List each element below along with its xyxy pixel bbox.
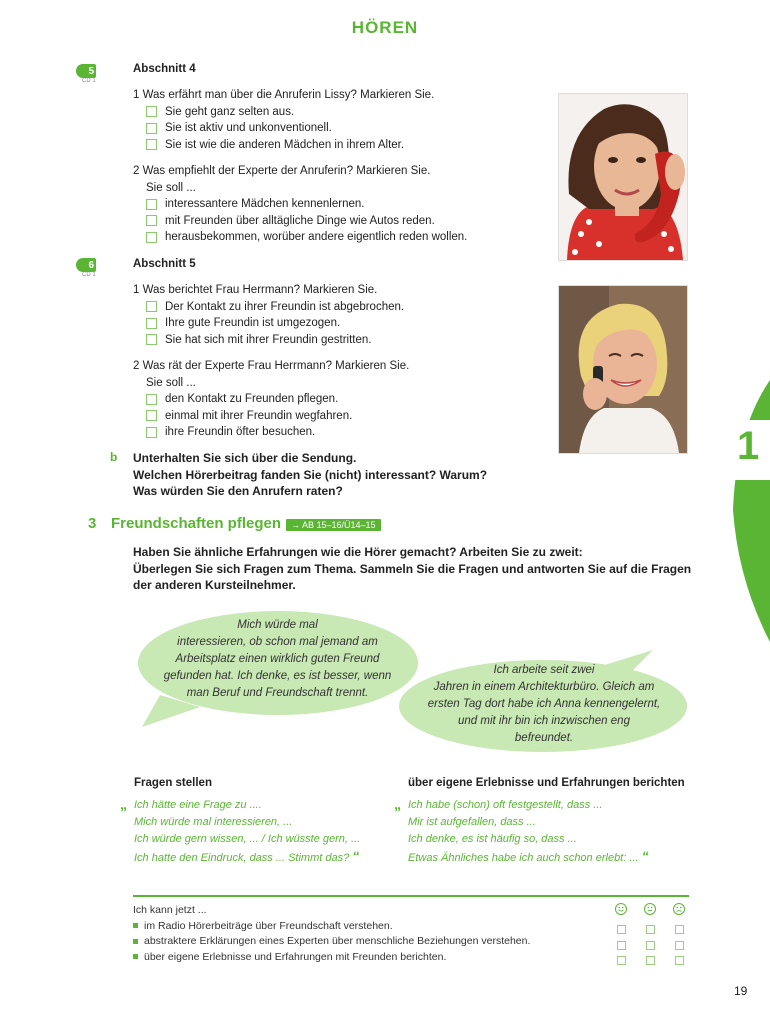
rating-checkbox[interactable] [675,925,684,934]
bullet-icon [133,939,138,944]
task-b-line: Was würden Sie den Anrufern raten? [133,484,343,498]
selfcheck-item: über eigene Erlebnisse und Erfahrungen mit Freunden berichten. [144,950,447,963]
question-text: 1 Was berichtet Frau Herrmann? Markieren Sie. [133,284,378,296]
photo-young-woman-phone [558,93,688,261]
phrase-list-left [120,797,390,867]
bullet-icon [133,954,138,959]
bubble-line: ersten Tag dort habe ich Anna kennengelernt, [427,698,661,710]
task-letter-b: b [110,450,118,464]
selfcheck-list [133,903,603,965]
option-row[interactable]: interessantere Mädchen kennenlernen. [146,196,533,213]
option-row[interactable]: ihre Freundin öfter besuchen. [146,424,533,441]
phrase-list-right [394,797,694,867]
checkbox[interactable] [146,232,157,243]
rating-checkbox[interactable] [617,956,626,965]
rating-checkbox[interactable] [646,941,655,950]
open-quote-icon: „ [120,796,127,812]
open-quote-icon: „ [394,796,401,812]
option-row[interactable]: Sie hat sich mit ihrer Freundin gestritten. [146,332,533,349]
checkbox[interactable] [146,301,157,312]
phrase-item: Ich denke, es ist häufig so, dass ... [408,833,577,845]
chapter-side-tab [728,380,770,642]
rating-checkbox[interactable] [646,925,655,934]
checkbox[interactable] [146,427,157,438]
selfcheck-intro: Ich kann jetzt ... [133,904,207,916]
checkbox[interactable] [146,199,157,210]
rating-checkbox[interactable] [646,956,655,965]
question-text: 1 Was erfährt man über die Anruferin Lissy? Markieren Sie. [133,89,435,101]
page-title: HÖREN [351,18,419,37]
rating-checkbox-grid [617,922,684,969]
question-lead: Sie soll ... [146,181,196,194]
section-heading-abschnitt4: Abschnitt 4 [133,63,196,75]
question-block-a4-q2 [133,163,533,246]
question-text: 2 Was empfiehlt der Experte der Anruferin? Markieren Sie. [133,165,431,177]
cd-label: CD 1 [82,272,96,278]
question-block-a5-q2 [133,358,533,441]
checkbox[interactable] [146,106,157,117]
rating-checkbox[interactable] [675,956,684,965]
selfcheck-item: abstraktere Erklärungen eines Experten über menschliche Beziehungen verstehen. [144,935,531,947]
selfcheck-divider [133,895,689,897]
option-row[interactable]: herausbekommen, worüber andere eigentlich reden wollen. [146,229,533,246]
bubble-line: Ich arbeite seit zwei [493,664,595,676]
checkbox[interactable] [146,123,157,134]
section-heading-abschnitt5: Abschnitt 5 [133,258,196,270]
phrase-item: Ich würde gern wissen, ... / Ich wüsste gern, ... [134,833,361,845]
option-row[interactable]: Ihre gute Freundin ist umgezogen. [146,315,533,332]
bubble-line: gefunden hat. Ich denke, es ist besser, wenn [163,670,392,682]
workbook-reference[interactable]: → AB 15–16/Ü14–15 [286,519,381,531]
cd-icon-track6 [76,258,96,278]
section-heading-freundschaften: Freundschaften pflegen [111,515,282,532]
checkbox[interactable] [146,334,157,345]
section3-instructions [133,544,693,594]
photo-young-woman-illustration [559,94,687,260]
bubble-line: interessieren, ob schon mal jemand am [177,636,378,648]
instruction-line: der anderen Kursteilnehmer. [133,578,296,592]
rating-checkbox[interactable] [617,925,626,934]
option-row[interactable]: den Kontakt zu Freunden pflegen. [146,391,533,408]
bubble-line: befreundet. [514,732,574,744]
instruction-line: Haben Sie ähnliche Erfahrungen wie die Hörer gemacht? Arbeiten Sie zu zweit: [133,545,583,559]
option-row[interactable]: mit Freunden über alltägliche Dinge wie Autos reden. [146,213,533,230]
close-quote-icon: “ [352,848,360,864]
instruction-line: Überlegen Sie sich Fragen zum Thema. Sammeln Sie die Fragen und antworten Sie auf die Fragen [133,561,692,576]
option-row[interactable]: Der Kontakt zu ihrer Freundin ist abgebrochen. [146,299,533,316]
photo-older-woman-phone [558,285,688,454]
question-block-a5-q1 [133,282,533,348]
bubble-line: und mit ihr bin ich inzwischen eng [458,715,630,727]
checkbox[interactable] [146,139,157,150]
page-number: 19 [734,984,748,998]
phrase-item: Mich würde mal interessieren, ... [134,816,293,828]
section-number-3: 3 [88,515,97,532]
option-row[interactable]: Sie geht ganz selten aus. [146,104,533,121]
checkbox[interactable] [146,318,157,329]
rating-checkbox[interactable] [675,941,684,950]
bubble-line: Jahren in einem Architekturbüro. Gleich am [433,681,655,693]
column-title-erlebnisse: über eigene Erlebnisse und Erfahrungen berichten [408,777,685,789]
phrase-item: Mir ist aufgefallen, dass ... [408,816,536,828]
option-row[interactable]: Sie ist aktiv und unkonventionell. [146,120,533,137]
photo-older-woman-illustration [559,286,687,453]
checkbox[interactable] [146,410,157,421]
speech-bubble-left [150,617,405,702]
task-b-line: Unterhalten Sie sich über die Sendung. [133,451,357,465]
selfcheck-item: im Radio Hörerbeiträge über Freundschaft verstehen. [144,919,393,932]
task-b-line: Welchen Hörerbeitrag fanden Sie (nicht) interessant? Warum? [133,467,488,482]
bubble-line: man Beruf und Freundschaft trennt. [186,687,369,699]
cd-icon: 5 [76,64,96,78]
happy-smiley-icon [615,903,627,915]
option-row[interactable]: Sie ist wie die anderen Mädchen in ihrem Alter. [146,137,533,154]
question-text: 2 Was rät der Experte Frau Herrmann? Markieren Sie. [133,360,410,372]
cd-icon-track5 [76,64,96,84]
column-title-fragen: Fragen stellen [134,777,212,789]
rating-smileys [615,903,685,915]
question-lead: Sie soll ... [146,376,196,389]
bubble-line: Arbeitsplatz einen wirklich guten Freund [175,653,380,665]
checkbox[interactable] [146,215,157,226]
question-block-a4-q1 [133,87,533,153]
phrase-item: Etwas Ähnliches habe ich auch schon erlebt: ... [408,852,639,864]
task-b-instructions [133,450,553,500]
close-quote-icon: “ [641,848,649,864]
checkbox[interactable] [146,394,157,405]
speech-bubble-right [410,662,678,747]
chapter-number: 1 [737,424,760,468]
neutral-smiley-icon [644,903,656,915]
cd-icon: 6 [76,258,96,272]
cd-label: CD 1 [82,78,96,84]
sad-smiley-icon [673,903,685,915]
phrase-item: Ich habe (schon) oft festgestellt, dass ... [408,799,603,811]
phrase-item: Ich hatte den Eindruck, dass ... Stimmt das? [134,852,350,864]
bubble-line: Mich würde mal [237,619,318,631]
option-row[interactable]: einmal mit ihrer Freundin wegfahren. [146,408,533,425]
phrase-item: Ich hätte eine Frage zu .... [134,799,262,811]
rating-checkbox[interactable] [617,941,626,950]
bullet-icon [133,923,138,928]
